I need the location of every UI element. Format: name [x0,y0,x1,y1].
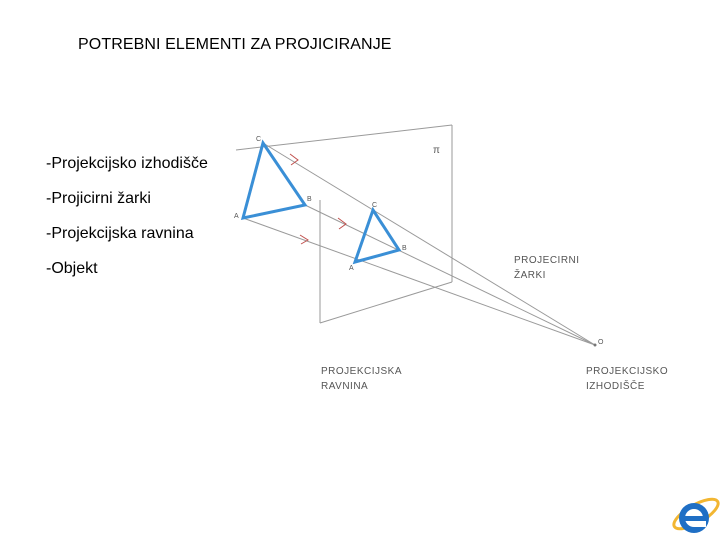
origin-label-line1: PROJEKCIJSKO [586,366,669,377]
projection-rays [243,143,595,345]
list-item-projection-rays: -Projicirni žarki [46,190,151,207]
origin-point [594,344,597,347]
projected-point-c-label: C [372,202,378,209]
object-triangle [243,143,305,218]
rays-label-line2: ŽARKI [514,270,546,281]
origin-point-label: O [598,339,604,346]
plane-label-line2: RAVNINA [321,381,369,392]
projected-triangle [355,210,399,262]
object-point-b-label: B [307,196,312,203]
object-point-c-label: C [256,136,262,143]
ray-arrows [290,154,346,244]
projected-point-b-label: B [402,245,407,252]
slide-title: POTREBNI ELEMENTI ZA PROJICIRANJE [78,36,392,53]
plane-symbol: π [433,145,441,156]
list-item-projection-plane: -Projekcijska ravnina [46,225,194,242]
list-item-object: -Objekt [46,260,98,277]
rays-label-line1: PROJECIRNI [514,255,580,266]
projected-point-a-label: A [349,265,354,272]
object-point-a-label: A [234,213,239,220]
internet-explorer-logo-icon [668,488,720,540]
plane-label-line1: PROJEKCIJSKA [321,366,403,377]
list-item-projection-origin: -Projekcijsko izhodišče [46,155,208,172]
origin-label-line2: IZHODIŠČE [586,381,645,392]
